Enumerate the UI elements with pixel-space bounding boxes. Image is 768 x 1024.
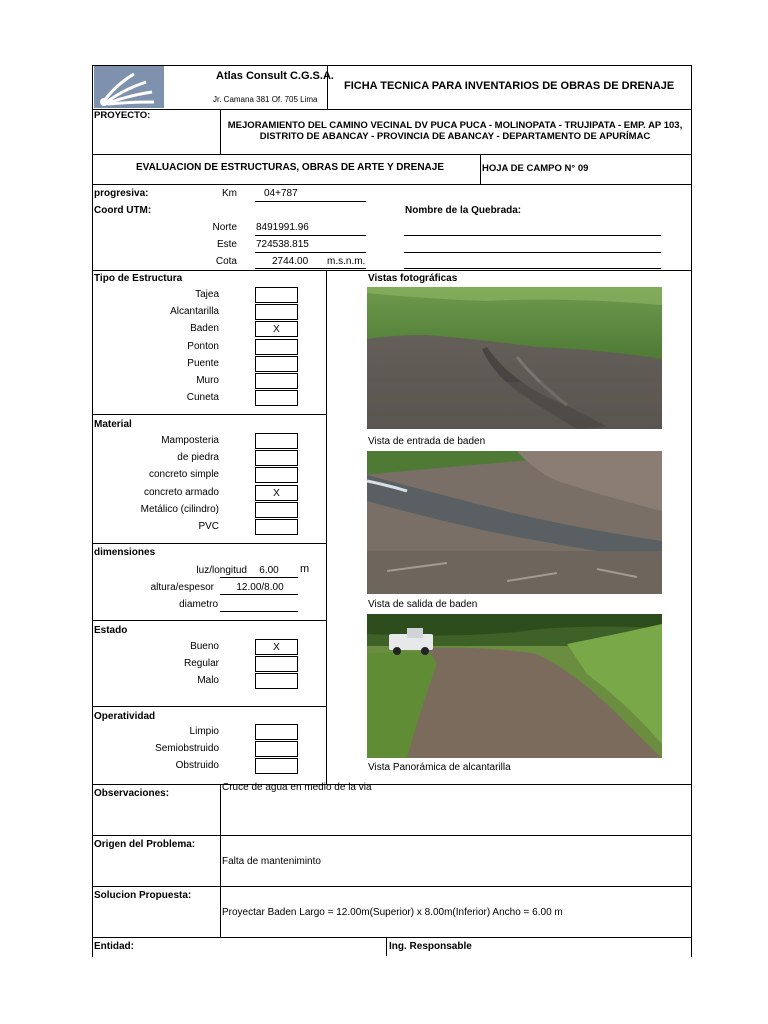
project-label: PROYECTO: xyxy=(94,110,151,121)
altura-value: 12.00/8.00 xyxy=(236,582,284,593)
photo-panoramica xyxy=(367,614,662,758)
sheet-number: HOJA DE CAMPO N° 09 xyxy=(482,163,589,174)
estado-item-label: Bueno xyxy=(190,641,219,652)
solucion-value: Proyectar Baden Largo = 12.00m(Superior) x 8.00m(Inferior) Ancho = 6.00 m xyxy=(222,907,563,918)
luz-unit: m xyxy=(300,563,310,575)
photo-entrada xyxy=(367,287,662,429)
estado-item-checkbox[interactable] xyxy=(255,656,298,672)
operatividad-item-label: Semiobstruido xyxy=(155,743,219,755)
operatividad-item-label: Obstruido xyxy=(175,760,219,772)
tipo-item-label: Puente xyxy=(187,357,219,369)
tipo-item-label: Ponton xyxy=(187,340,219,352)
solucion-label: Solucion Propuesta: xyxy=(94,890,192,901)
tipo-item-checkbox[interactable] xyxy=(255,304,298,320)
quebrada-label: Nombre de la Quebrada: xyxy=(405,205,522,216)
estado-item-label: Regular xyxy=(183,658,219,670)
tipo-item-checkbox[interactable] xyxy=(255,356,298,372)
estado-item-label: Malo xyxy=(197,675,219,687)
caption-salida: Vista de salida de baden xyxy=(368,599,478,610)
material-item-label: de piedra xyxy=(177,452,219,464)
section-title: EVALUACION DE ESTRUCTURAS, OBRAS DE ARTE Y DRENAJE xyxy=(136,162,444,173)
tipo-item-label: Baden xyxy=(190,323,219,335)
tipo-item-label: Cuneta xyxy=(186,392,219,404)
logo-graphic-icon xyxy=(94,66,164,108)
material-item-checkbox[interactable] xyxy=(255,433,298,449)
cota-unit: m.s.n.m. xyxy=(327,256,366,267)
operatividad-title: Operatividad xyxy=(94,711,156,722)
tipo-item-checkbox[interactable] xyxy=(255,287,298,303)
tipo-item-label: Tajea xyxy=(195,289,219,300)
tipo-item-checkbox[interactable] xyxy=(255,339,298,355)
utm-label: Coord UTM: xyxy=(94,205,152,216)
photo-salida xyxy=(367,451,662,594)
obs-value: Cruce de agua en medio de la via xyxy=(222,782,372,793)
tipo-item-checkbox[interactable] xyxy=(255,390,298,406)
origen-value: Falta de manteniminto xyxy=(222,856,321,867)
estado-item-checkbox[interactable]: X xyxy=(255,639,298,655)
material-item-label: PVC xyxy=(198,521,219,532)
dimensiones-title: dimensiones xyxy=(94,547,156,558)
company-logo xyxy=(94,66,164,108)
operatividad-item-checkbox[interactable] xyxy=(255,724,298,740)
este-label: Este xyxy=(216,239,237,250)
material-title: Material xyxy=(94,419,132,430)
material-item-label: Metálico (cilindro) xyxy=(140,503,219,515)
operatividad-item-checkbox[interactable] xyxy=(255,741,298,757)
operatividad-item-checkbox[interactable] xyxy=(255,758,298,774)
material-item-label: concreto armado xyxy=(143,486,219,498)
origen-label: Origen del Problema: xyxy=(94,839,196,850)
project-line-1: MEJORAMIENTO DEL CAMINO VECINAL DV PUCA PUCA - MOLINOPATA - TRUJIPATA - EMP. AP 103, xyxy=(227,120,683,131)
este-value: 724538.815 xyxy=(256,239,309,250)
caption-panoramica: Vista Panorámica de alcantarilla xyxy=(368,762,511,773)
project-line-2: DISTRITO DE ABANCAY - PROVINCIA DE ABANCAY - DEPARTAMENTO DE APURÍMAC xyxy=(259,131,651,142)
cota-value: 2744.00 xyxy=(272,256,309,267)
photos-title: Vistas fotográficas xyxy=(368,273,458,284)
material-item-label: concreto simple xyxy=(148,469,219,481)
material-item-label: Mamposteria xyxy=(161,435,219,446)
km-value: 04+787 xyxy=(264,188,298,199)
cota-label: Cota xyxy=(215,256,237,267)
tipo-item-label: Muro xyxy=(196,375,219,386)
tipo-title: Tipo de Estructura xyxy=(94,273,183,284)
company-name: Atlas Consult C.G.S.A. xyxy=(216,70,334,82)
estado-title: Estado xyxy=(94,625,128,636)
material-item-checkbox[interactable] xyxy=(255,519,298,535)
material-item-checkbox[interactable] xyxy=(255,450,298,466)
altura-label: altura/espesor xyxy=(150,582,214,593)
material-item-checkbox[interactable]: X xyxy=(255,485,298,501)
material-item-checkbox[interactable] xyxy=(255,467,298,483)
entidad-label: Entidad: xyxy=(94,941,134,952)
obs-label: Observaciones: xyxy=(94,788,170,799)
caption-entrada: Vista de entrada de baden xyxy=(368,436,486,447)
ing-label: Ing. Responsable xyxy=(389,941,472,952)
progresiva-label: progresiva: xyxy=(94,188,149,199)
company-address: Jr. Camana 381 Of. 705 Lima xyxy=(213,95,318,104)
tipo-item-checkbox[interactable] xyxy=(255,373,298,389)
operatividad-item-label: Limpio xyxy=(189,726,219,737)
tipo-item-checkbox[interactable]: X xyxy=(255,321,298,337)
tipo-item-label: Alcantarilla xyxy=(170,306,219,318)
form-title: FICHA TECNICA PARA INVENTARIOS DE OBRAS DE DRENAJE xyxy=(344,80,675,92)
norte-value: 8491991.96 xyxy=(256,222,309,233)
material-item-checkbox[interactable] xyxy=(255,502,298,518)
estado-item-checkbox[interactable] xyxy=(255,673,298,689)
luz-label: luz/longitud xyxy=(196,565,247,576)
km-label: Km xyxy=(222,188,237,199)
diametro-label: diametro xyxy=(179,599,218,610)
luz-value: 6.00 xyxy=(259,565,279,576)
norte-label: Norte xyxy=(212,222,237,233)
